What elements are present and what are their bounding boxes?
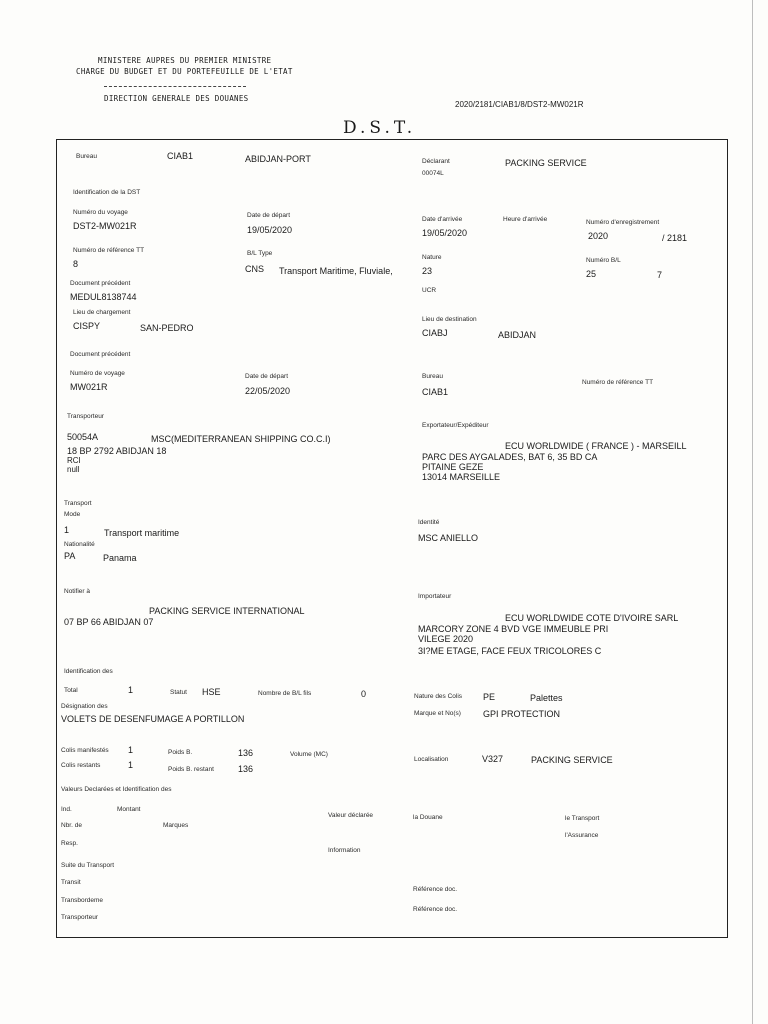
doc-prec-value: MEDUL8138744 [70, 292, 137, 302]
nationalite-value: Panama [103, 553, 137, 563]
arrivee-label: Date d'arrivée [422, 216, 463, 223]
transporteur-address-1: 18 BP 2792 ABIDJAN 18 [67, 446, 167, 456]
mode-label: Mode [64, 511, 81, 518]
bureau-name: ABIDJAN-PORT [245, 154, 311, 164]
chargement-label: Lieu de chargement [73, 309, 131, 316]
poids-restant-label: Poids B. restant [168, 766, 214, 773]
localisation-code: V327 [482, 754, 504, 764]
manifestes-value: 1 [128, 745, 134, 755]
nature-colis-code: PE [483, 692, 496, 702]
statut-value: HSE [202, 687, 221, 697]
voyage-value: DST2-MW021R [73, 221, 137, 231]
enregistrement-year: 2020 [588, 231, 609, 241]
importateur-address-3: 3I?ME ETAGE, FACE FEUX TRICOLORES C [418, 646, 602, 656]
restants-label: Colis restants [61, 762, 101, 769]
enregistrement-number: / 2181 [662, 233, 688, 243]
poids-label: Poids B. [168, 749, 193, 756]
scan-edge-line [752, 0, 753, 1024]
suite-section-label: Suite du Transport [61, 862, 115, 869]
notifier-address: 07 BP 66 ABIDJAN 07 [64, 617, 154, 627]
bl-type-code: CNS [245, 264, 265, 274]
information-label: Information [328, 847, 361, 854]
declarant-code: 00074L [422, 170, 444, 177]
nature-colis-label: Nature des Colis [414, 693, 463, 700]
transporteur-address-3: null [67, 465, 80, 474]
nature-value: 23 [422, 266, 433, 276]
identite-value: MSC ANIELLO [418, 533, 479, 543]
destination-value: ABIDJAN [498, 330, 537, 340]
page-title: D.S.T. [343, 118, 417, 138]
notifier-label: Notifier à [64, 588, 91, 595]
marque-label: Marque et No(s) [414, 710, 461, 717]
reference-doc-label-2: Référence doc. [413, 906, 458, 913]
bl-fils-value: 0 [361, 689, 367, 699]
doc-prec-label: Document précédent [70, 280, 131, 287]
transporteur-name: MSC(MEDITERRANEAN SHIPPING CO.C.I) [151, 434, 331, 444]
depart-value: 19/05/2020 [247, 225, 293, 235]
destination-code: CIABJ [422, 328, 448, 338]
nbr-label: Nbr. de [61, 822, 82, 829]
bl-fils-label: Nombre de B/L fils [258, 690, 312, 697]
num-bl-value-2: 7 [657, 270, 663, 280]
declarant-name: PACKING SERVICE [505, 158, 587, 168]
docprec-bureau-value: CIAB1 [422, 387, 449, 397]
voyage-label: Numéro du voyage [73, 209, 128, 216]
importateur-name: ECU WORLDWIDE COTE D'IVOIRE SARL [505, 613, 679, 623]
assurance-label: l'Assurance [565, 832, 599, 839]
transit-label: Transit [61, 879, 81, 886]
depart-label: Date de départ [247, 212, 291, 219]
direction-line: DIRECTION GENERALE DES DOUANES [104, 94, 249, 103]
identite-label: Identité [418, 519, 440, 526]
nature-label: Nature [422, 254, 442, 261]
statut-label: Statut [170, 689, 187, 696]
ucr-label: UCR [422, 287, 437, 294]
nationalite-code: PA [64, 551, 76, 561]
bl-type-label: B/L Type [247, 250, 273, 257]
volume-label: Volume (MC) [290, 751, 328, 758]
importateur-address-2: VILEGE 2020 [418, 634, 474, 644]
ref-tt-label: Numéro de référence TT [73, 247, 145, 254]
docprec-depart-value: 22/05/2020 [245, 386, 291, 396]
transporteur-label: Transporteur [67, 413, 104, 420]
exportateur-label: Exportateur/Expéditeur [422, 422, 489, 429]
restants-value: 1 [128, 760, 134, 770]
poids-value: 136 [238, 748, 254, 758]
valeurs-section-label: Valeurs Declarées et Identification des [61, 786, 172, 793]
chargement-value: SAN-PEDRO [140, 323, 194, 333]
docprec-voyage-label: Numéro de voyage [70, 370, 125, 377]
poids-restant-value: 136 [238, 764, 254, 774]
exportateur-address-3: 13014 MARSEILLE [422, 472, 501, 482]
docprec-voyage-value: MW021R [70, 382, 108, 392]
dst-reference: 2020/2181/CIAB1/8/DST2-MW021R [455, 100, 584, 109]
reference-doc-label-1: Référence doc. [413, 886, 458, 893]
header-dashed-rule [104, 86, 246, 87]
total-label: Total [64, 687, 78, 694]
transbordement-label: Transbordeme [61, 897, 104, 904]
montant-label: Montant [117, 806, 141, 813]
designation-label: Désignation des [61, 703, 108, 710]
exportateur-name: ECU WORLDWIDE ( FRANCE ) - MARSEILL [505, 441, 687, 451]
marque-value: GPI PROTECTION [483, 709, 561, 719]
designation-value: VOLETS DE DESENFUMAGE A PORTILLON [61, 714, 245, 724]
bureau-label: Bureau [76, 153, 97, 160]
le-transport-label: le Transport [565, 815, 600, 822]
declarant-label: Déclarant [422, 158, 450, 165]
arrivee-value: 19/05/2020 [422, 228, 468, 238]
localisation-value: PACKING SERVICE [531, 755, 613, 765]
importateur-address-1: MARCORY ZONE 4 BVD VGE IMMEUBLE PRI [418, 624, 609, 634]
resp-label: Resp. [61, 840, 78, 847]
manifestes-label: Colis manifestés [61, 747, 109, 754]
exportateur-address-2: PITAINE GEZE [422, 462, 484, 472]
enregistrement-label: Numéro d'enregistrement [586, 219, 660, 226]
document-frame [56, 139, 728, 938]
docprec-section-label: Document précédent [70, 351, 131, 358]
bureau-code: CIAB1 [167, 151, 194, 161]
localisation-label: Localisation [414, 756, 449, 763]
nature-colis-value: Palettes [530, 693, 563, 703]
num-bl-label: Numéro B/L [586, 257, 621, 264]
colis-section-label: Identification des [64, 668, 113, 675]
docprec-ref-tt-label: Numéro de référence TT [582, 379, 654, 386]
ministry-line-1: MINISTERE AUPRES DU PREMIER MINISTRE [98, 56, 272, 65]
valeur-declaree-label: Valeur déclarée [328, 812, 374, 819]
transporteur-address-2: RCI [67, 456, 81, 465]
docprec-bureau-label: Bureau [422, 373, 443, 380]
total-value: 1 [128, 685, 134, 695]
mode-code: 1 [64, 525, 70, 535]
ind-label: Ind. [61, 806, 72, 813]
mode-value: Transport maritime [104, 528, 180, 538]
douane-label: la Douane [413, 814, 443, 821]
ministry-line-2: CHARGE DU BUDGET ET DU PORTEFEUILLE DE L'ETAT [76, 67, 293, 76]
bl-type-value: Transport Maritime, Fluviale, [279, 266, 393, 276]
nationalite-label: Nationalité [64, 541, 95, 548]
chargement-code: CISPY [73, 321, 101, 331]
destination-label: Lieu de destination [422, 316, 477, 323]
importateur-label: Importateur [418, 593, 452, 600]
marques-label: Marques [163, 822, 189, 829]
docprec-depart-label: Date de départ [245, 373, 289, 380]
ref-tt-value: 8 [73, 259, 79, 269]
exportateur-address-1: PARC DES AYGALADES, BAT 6, 35 BD CA [422, 452, 598, 462]
num-bl-value: 25 [586, 269, 597, 279]
suite-transporteur-label: Transporteur [61, 914, 98, 921]
notifier-name: PACKING SERVICE INTERNATIONAL [149, 606, 305, 616]
identification-label: Identification de la DST [73, 189, 141, 196]
transport-label: Transport [64, 500, 92, 507]
heure-label: Heure d'arrivée [503, 216, 548, 223]
transporteur-code: 50054A [67, 432, 99, 442]
